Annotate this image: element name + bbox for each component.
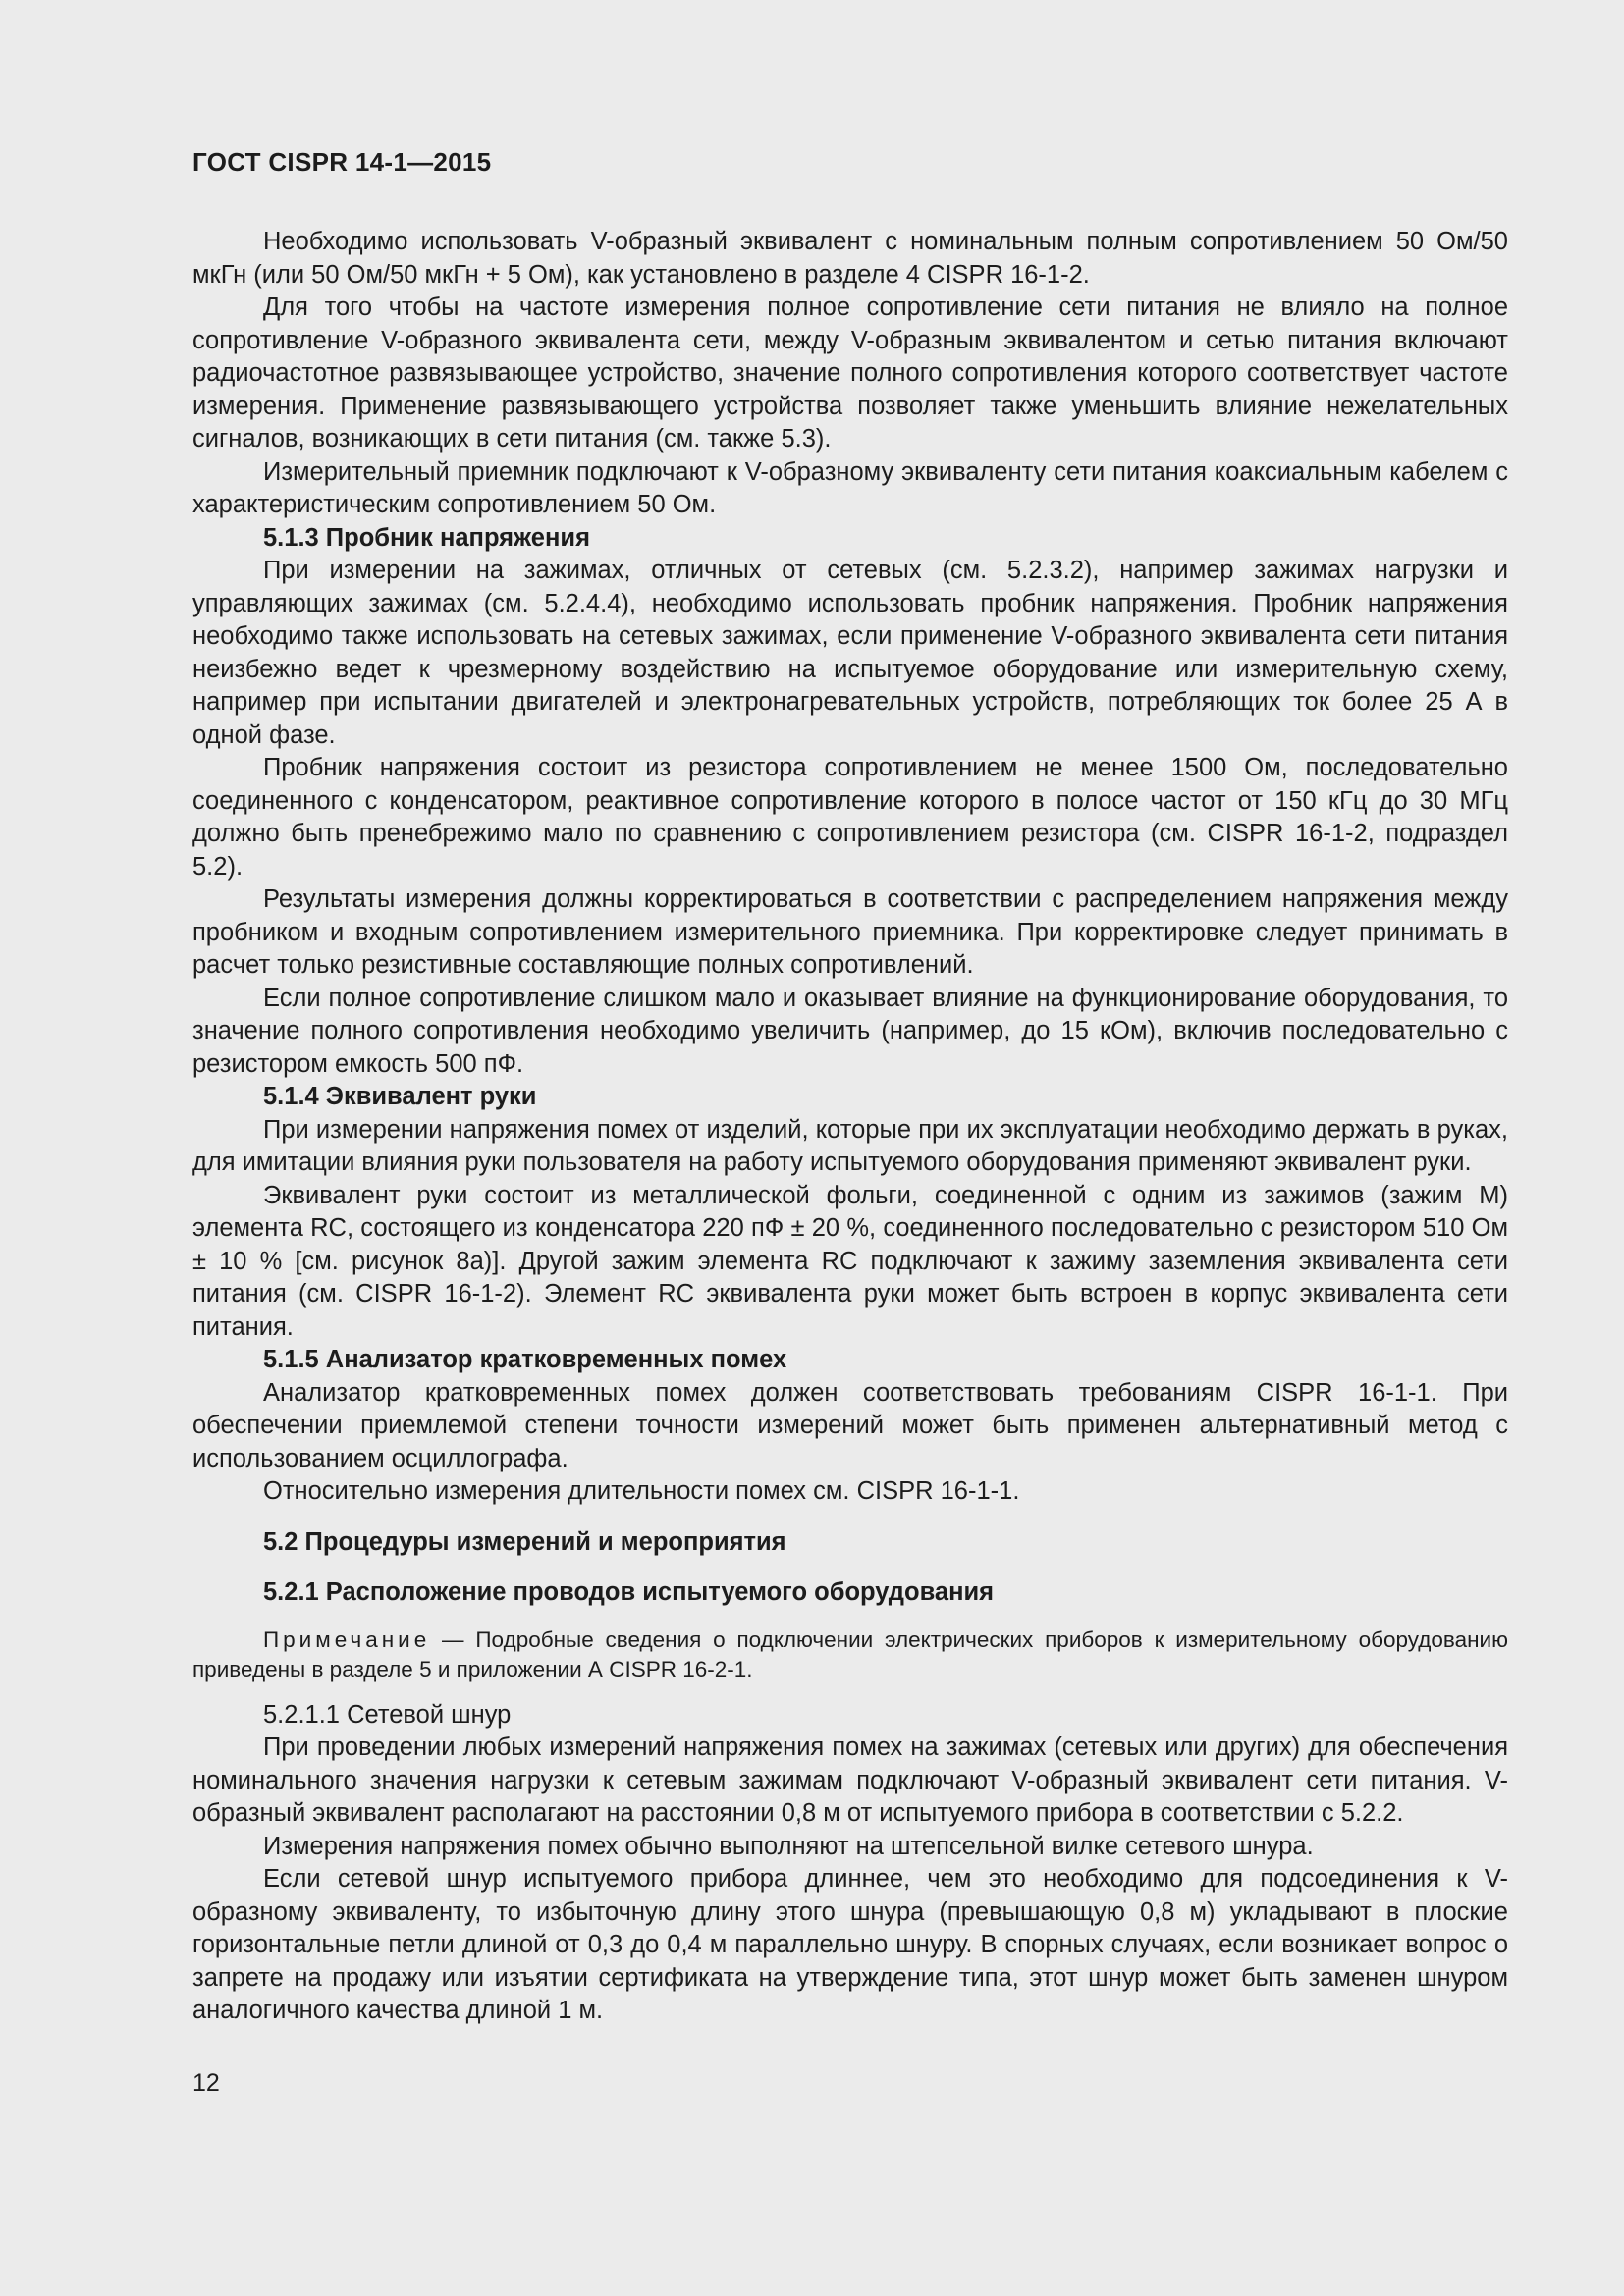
body-paragraph: При проведении любых измерений напряжения помех на зажимах (сетевых или других) для обеспечения номинального значения нагрузки к сетевым зажимам подключают V-образный эквивалент сети питания. V-образный эквивалент располагают на расстоянии 0,8 м от испытуемого прибора в соответствии с 5.2.2. xyxy=(192,1734,1508,1827)
section-heading: 5.1.5 Анализатор кратковременных помех xyxy=(263,1346,787,1373)
body-paragraph: При измерении напряжения помех от изделий, которые при их эксплуатации необходимо держать в руках, для имитации влияния руки пользователя на работу испытуемого оборудования применяют эквивалент руки. xyxy=(192,1115,1508,1176)
standard-header: ГОСТ CISPR 14-1—2015 xyxy=(192,147,492,177)
section-heading: 5.1.4 Эквивалент руки xyxy=(263,1083,537,1110)
body-paragraph: Если сетевой шнур испытуемого прибора длиннее, чем это необходимо для подсоединения к V-образному эквиваленту, то избыточную длину этого шнура (превышающую 0,8 м) укладывают в плоские горизонтальные петли длиной от 0,3 до 0,4 м параллельно шнуру. В спорных случаях, если возникает вопрос о запрете на продажу или изъятии сертификата на утверждение типа, этот шнур может быть заменен шнуром аналогичного качества длиной 1 м. xyxy=(192,1865,1508,2024)
note-label: Примечание xyxy=(263,1627,431,1652)
body-paragraph: Результаты измерения должны корректироваться в соответствии с распределением напряжения между пробником и входным сопротивлением измерительного приемника. При корректировке следует принимать в расчет только резистивные составляющие полных сопротивлений. xyxy=(192,885,1508,979)
body-paragraph: Анализатор кратковременных помех должен соответствовать требованиям CISPR 16-1-1. При обеспечении приемлемой степени точности измерений может быть применен альтернативный метод с использованием осциллографа. xyxy=(192,1378,1508,1472)
section-heading: 5.2 Процедуры измерений и мероприятия xyxy=(263,1527,786,1556)
body-paragraph: При измерении на зажимах, отличных от сетевых (см. 5.2.3.2), например зажимах нагрузки и управляющих зажимах (см. 5.2.4.4), необходимо использовать пробник напряжения. Пробник напряжения необходимо также использовать на сетевых зажимах, если применение V-образного эквивалента сети питания неизбежно ведет к чрезмерному воздействию на испытуемое оборудование или измерительную схему, например при испытании двигателей и электронагревательных устройств, потребляющих ток более 25 А в одной фазе. xyxy=(192,557,1508,749)
body-paragraph: Для того чтобы на частоте измерения полное сопротивление сети питания не влияло на полное сопротивление V-образного эквивалента сети, между V-образным эквивалентом и сетью питания включают радиочастотное развязывающее устройство, значение полного сопротивления которого соответствует частоте измерения. Применение развязывающего устройства позволяет также уменьшить влияние нежелательных сигналов, возникающих в сети питания (см. также 5.3). xyxy=(192,294,1508,453)
body-paragraph: Эквивалент руки состоит из металлической фольги, соединенной с одним из зажимов (зажим M) элемента RC, состоящего из конденсатора 220 пФ ± 20 %, соединенного последовательно с резистором 510 Ом ± 10 % [см. рисунок 8а)]. Другой зажим элемента RC подключают к зажиму заземления эквивалента сети питания (см. CISPR 16-1-2). Элемент RC эквивалента руки может быть встроен в корпус эквивалента сети питания. xyxy=(192,1181,1508,1341)
section-heading: 5.2.1 Расположение проводов испытуемого оборудования xyxy=(263,1578,995,1606)
document-body xyxy=(192,226,1508,2028)
note-text: — Подробные сведения о подключении электрических приборов к измерительному оборудованию приведены в разделе 5 и приложении А CISPR 16-2-1. xyxy=(192,1627,1508,1682)
body-paragraph: Если полное сопротивление слишком мало и оказывает влияние на функционирование оборудования, то значение полного сопротивления необходимо увеличить (например, до 15 кОм), включив последовательно с резистором емкость 500 пФ. xyxy=(192,984,1508,1078)
body-paragraph: 5.2.1.1 Сетевой шнур xyxy=(263,1700,512,1729)
page-number: 12 xyxy=(192,2069,220,2097)
body-paragraph: Измерения напряжения помех обычно выполняют на штепсельной вилке сетевого шнура. xyxy=(263,1832,1314,1860)
body-paragraph: Относительно измерения длительности помех см. CISPR 16-1-1. xyxy=(263,1477,1020,1505)
note-paragraph xyxy=(192,1626,1508,1684)
body-paragraph: Пробник напряжения состоит из резистора сопротивлением не менее 1500 Ом, последовательно соединенного с конденсатором, реактивное сопротивление которого в полосе частот от 150 кГц до 30 МГц должно быть пренебрежимо мало по сравнению с сопротивлением резистора (см. CISPR 16-1-2, подраздел 5.2). xyxy=(192,754,1508,881)
section-heading: 5.1.3 Пробник напряжения xyxy=(263,523,590,552)
body-paragraph: Измерительный приемник подключают к V-образному эквиваленту сети питания коаксиальным кабелем с характеристическим сопротивлением 50 Ом. xyxy=(192,457,1508,518)
body-paragraph: Необходимо использовать V-образный эквивалент с номинальным полным сопротивлением 50 Ом/50 мкГн (или 50 Ом/50 мкГн + 5 Ом), как установлено в разделе 4 CISPR 16-1-2. xyxy=(192,228,1508,289)
